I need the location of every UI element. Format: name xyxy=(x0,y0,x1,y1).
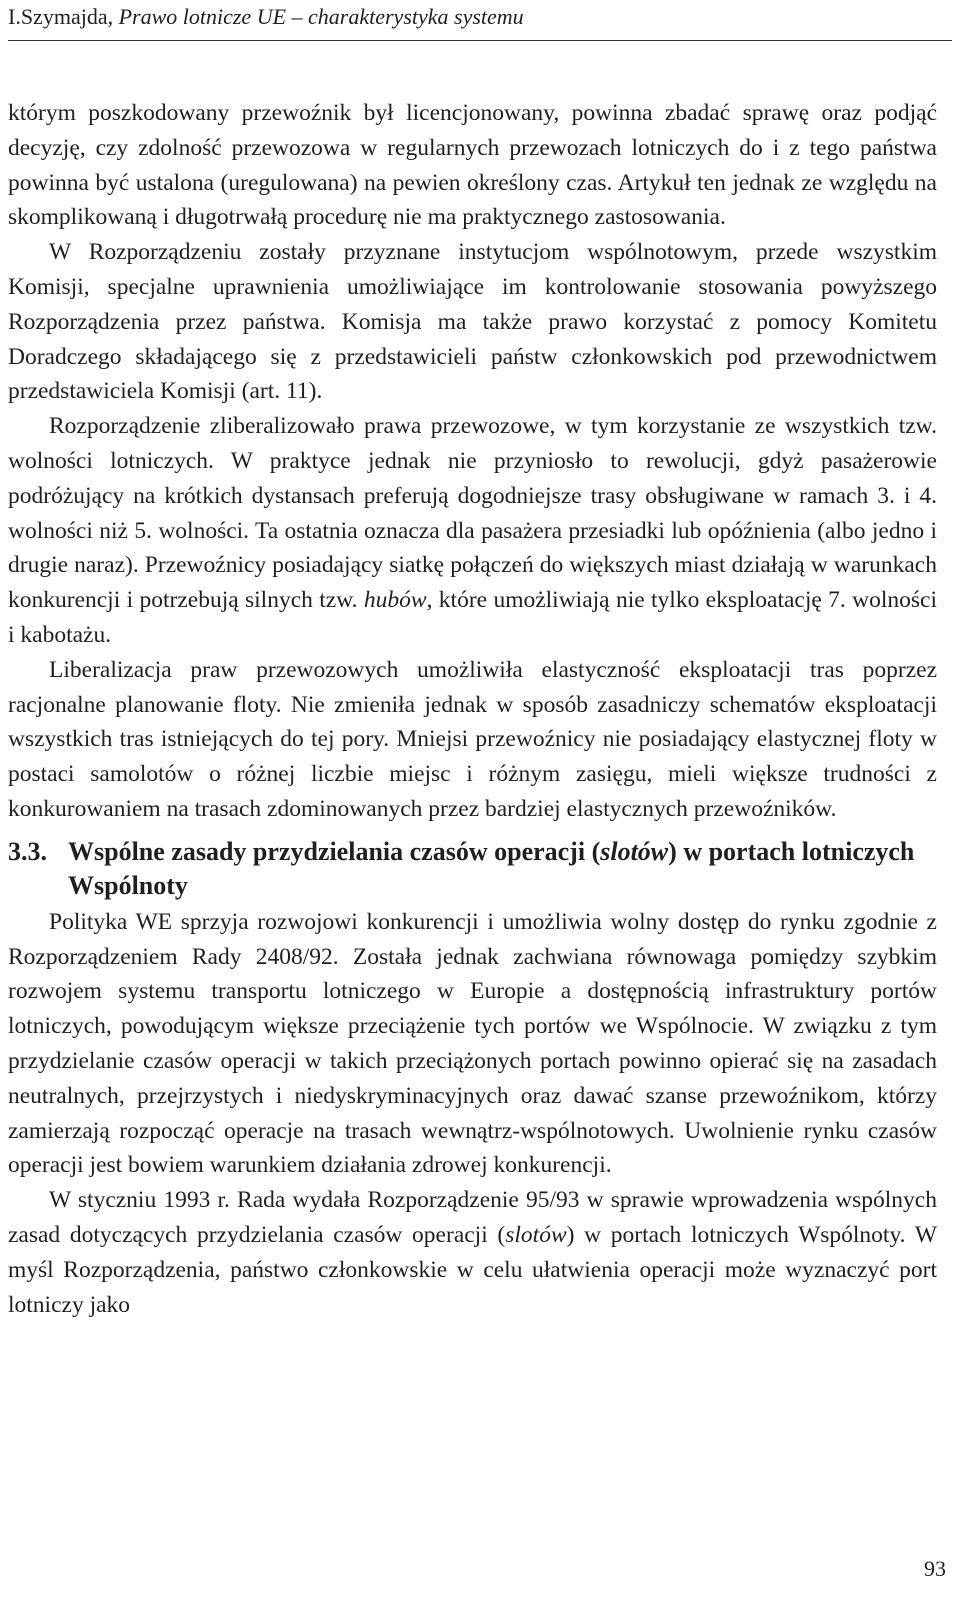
section-title-text-b: ) w portach lotniczych Wspólnoty xyxy=(68,836,915,900)
paragraph-3-text-a: Rozporządzenie zliberalizowało prawa przewozowe, w tym korzystanie ze wszystkich tzw. wolności lotniczych. W praktyce jednak nie przyniosło to rewolucji, gdyż pasażerowie podróżujący na krótkich dystansach preferują dogodniejsze trasy obsługiwane w ramach 3. i 4. wolności niż 5. wolności. Ta ostatnia oznacza dla pasażera przesiadki lub opóźnienia (albo jedno i drugie naraz). Przewoźnicy posiadający siatkę połączeń do większych miast działają w warunkach konkurencji i potrzebują silnych tzw. xyxy=(8,413,937,614)
paragraph-1: którym poszkodowany przewoźnik był licencjonowany, powinna zbadać sprawę oraz podjąć decyzję, czy zdolność przewozowa w regularnych przewozach lotniczych do i z tego państwa powinna być ustalona (uregulowana) na pewien określony czas. Artykuł ten jednak ze względu na skomplikowaną i długotrwałą procedurę nie ma praktycznego zastosowania. xyxy=(8,100,937,231)
paragraph-6-emphasis: slotów xyxy=(505,1221,567,1248)
section-number: 3.3. xyxy=(8,836,47,866)
section-title-emphasis: slotów xyxy=(600,836,669,866)
page-body xyxy=(8,96,937,1322)
paragraph-3-text-b: , które umożliwiają nie tylko eksploatację 7. wolności i kabotażu. xyxy=(8,587,937,648)
page-number: 93 xyxy=(924,1556,946,1581)
header-title: Prawo lotnicze UE – charakterystyka systemu xyxy=(118,4,524,29)
section-heading xyxy=(8,835,937,903)
header-rule xyxy=(8,40,952,41)
paragraph-3 xyxy=(8,409,937,653)
paragraph-6-text-a: W styczniu 1993 r. Rada wydała Rozporządzenie 95/93 w sprawie wprowadzenia wspólnych zasad dotyczących przydzielania czasów operacji ( xyxy=(8,1187,937,1248)
paragraph-2: W Rozporządzeniu zostały przyznane instytucjom wspólnotowym, przede wszystkim Komisji, specjalne uprawnienia umożliwiające im kontrolowanie stosowania powyższego Rozporządzenia przez państwa. Komisja ma także prawo korzystać z pomocy Komitetu Doradczego składającego się z przedstawicieli państw członkowskich pod przewodnictwem przedstawiciela Komisji (art. 11). xyxy=(8,239,937,405)
paragraph-5: Polityka WE sprzyja rozwojowi konkurencji i umożliwia wolny dostęp do rynku zgodnie z Rozporządzeniem Rady 2408/92. Została jednak zachwiana równowaga pomiędzy szybkim rozwojem systemu transportu lotniczego w Europie a dostępnością infrastruktury portów lotniczych, powodującym większe przeciążenie tych portów we Wspólnocie. W związku z tym przydzielanie czasów operacji w takich przeciążonych portach powinno opierać się na zasadach neutralnych, przejrzystych i niedyskryminacyjnych oraz dawać szanse przewoźnikom, którzy zamierzają rozpocząć operacje na trasach wewnątrz-wspólnotowych. Uwolnienie rynku czasów operacji jest bowiem warunkiem działania zdrowej konkurencji. xyxy=(8,908,937,1179)
header-author: I.Szymajda, xyxy=(8,4,119,29)
section-title-text-a: Wspólne zasady przydzielania czasów operacji ( xyxy=(68,836,601,866)
paragraph-6-text-b: ) w portach lotniczych Wspólnoty. W myśl Rozporządzenia, państwo członkowskie w celu ułatwienia operacji może wyznaczyć port lotniczy jako xyxy=(8,1221,937,1318)
paragraph-4: Liberalizacja praw przewozowych umożliwiła elastyczność eksploatacji tras poprzez racjonalne planowanie floty. Nie zmieniła jednak w sposób zasadniczy schematów eksploatacji wszystkich tras istniejących do tej pory. Mniejsi przewoźnicy nie posiadający elastycznej floty w postaci samolotów o różnej liczbie miejsc i różnym zasięgu, mieli większe trudności z konkurowaniem na trasach zdominowanych przez bardziej elastycznych przewoźników. xyxy=(8,656,937,822)
running-header xyxy=(8,4,952,30)
paragraph-6 xyxy=(8,1183,937,1322)
section-title xyxy=(68,835,937,903)
paragraph-3-emphasis: hubów xyxy=(363,587,427,614)
